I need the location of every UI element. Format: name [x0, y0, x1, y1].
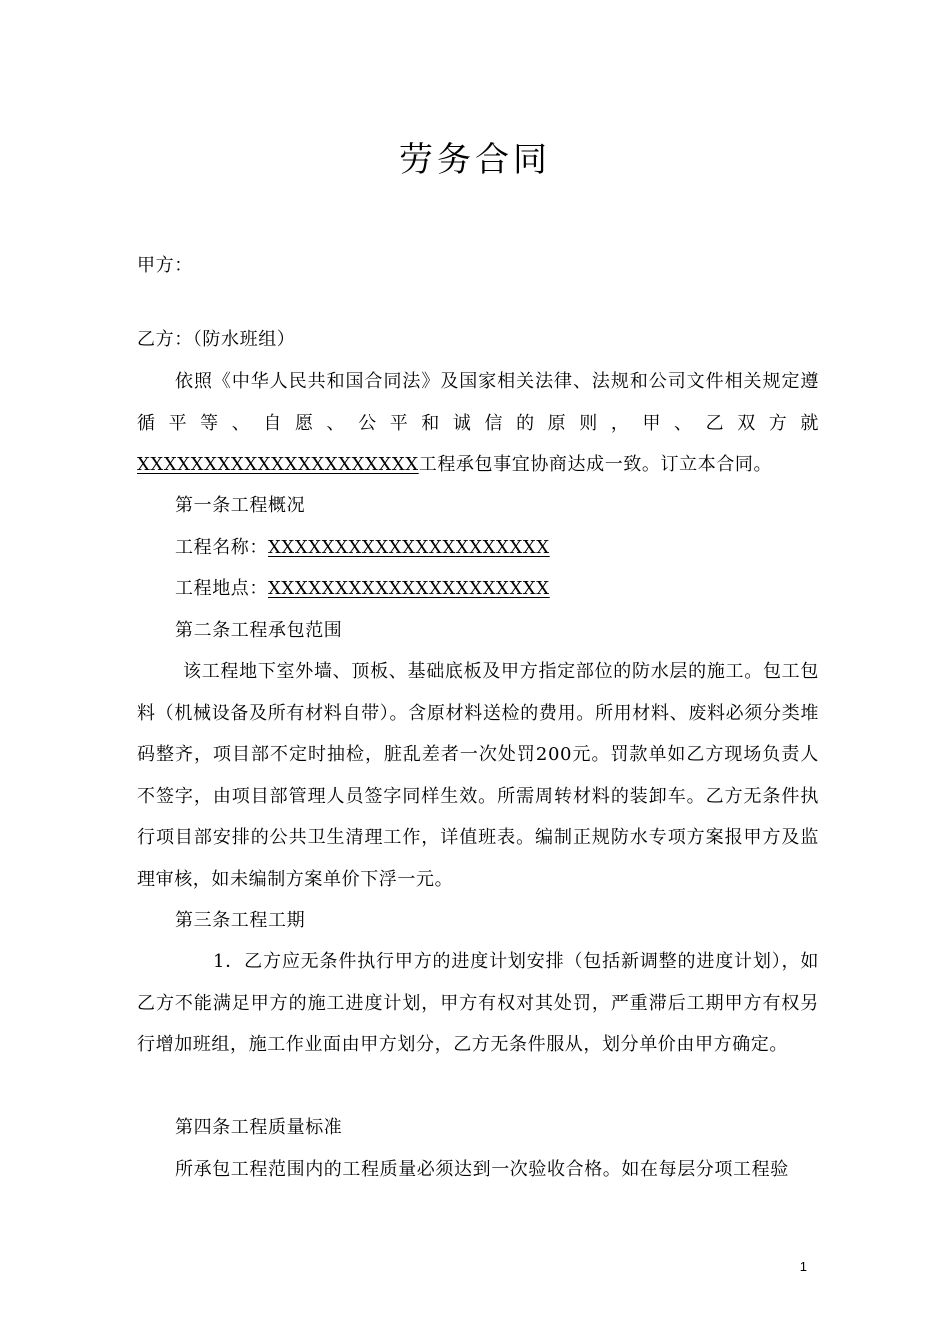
document-title: 劳务合同 — [399, 140, 551, 180]
party-b-line: 乙方：（防水班组） — [137, 329, 296, 350]
project-location-value: XXXXXXXXXXXXXXXXXXXXX — [268, 578, 550, 599]
article3-heading: 第三条工程工期 — [175, 910, 306, 931]
intro-text-part1: 依照《中华人民共和国合同法》及国家相关法律、法规和公司文件相关规定遵循平等、自愿、公平和诚信的原则，甲、乙双方就 — [137, 371, 819, 434]
article2-heading: 第二条工程承包范围 — [175, 620, 343, 641]
article1-heading: 第一条工程概况 — [175, 495, 306, 516]
intro-text-part2: 工程承包事宜协商达成一致。订立本合同。 — [418, 454, 773, 475]
page-number: 1 — [799, 1259, 807, 1274]
article2-body: 该工程地下室外墙、顶板、基础底板及甲方指定部位的防水层的施工。包工包料（机械设备及所有材料自带）。含原材料送检的费用。所用材料、废料必须分类堆码整齐，项目部不定时抽检，脏乱差者一次处罚200元。罚款单如乙方现场负责人不签字，由项目部管理人员签字同样生效。所需周转材料的装卸车。乙方无条件执行项目部安排的公共卫生清理工作，详值班表。编制正规防水专项方案报甲方及监理审核，如未编制方案单价下浮一元。 — [137, 661, 819, 890]
article4-body: 所承包工程范围内的工程质量必须达到一次验收合格。如在每层分项工程验 — [175, 1159, 789, 1180]
party-a-line: 甲方： — [137, 255, 193, 276]
intro-project-name: XXXXXXXXXXXXXXXXXXXXX — [137, 454, 419, 475]
project-name-line — [137, 527, 819, 569]
article4-heading: 第四条工程质量标准 — [175, 1117, 343, 1138]
project-name-label: 工程名称： — [175, 537, 268, 558]
project-location-line — [137, 568, 819, 610]
article3-item1: 1．乙方应无条件执行甲方的进度计划安排（包括新调整的进度计划），如乙方不能满足甲方的施工进度计划，甲方有权对其处罚，严重滞后工期甲方有权另行增加班组，施工作业面由甲方划分，乙方无条件服从，划分单价由甲方确定。 — [137, 951, 819, 1055]
project-name-value: XXXXXXXXXXXXXXXXXXXXX — [268, 537, 550, 558]
project-location-label: 工程地点： — [175, 578, 268, 599]
intro-paragraph — [137, 361, 819, 486]
